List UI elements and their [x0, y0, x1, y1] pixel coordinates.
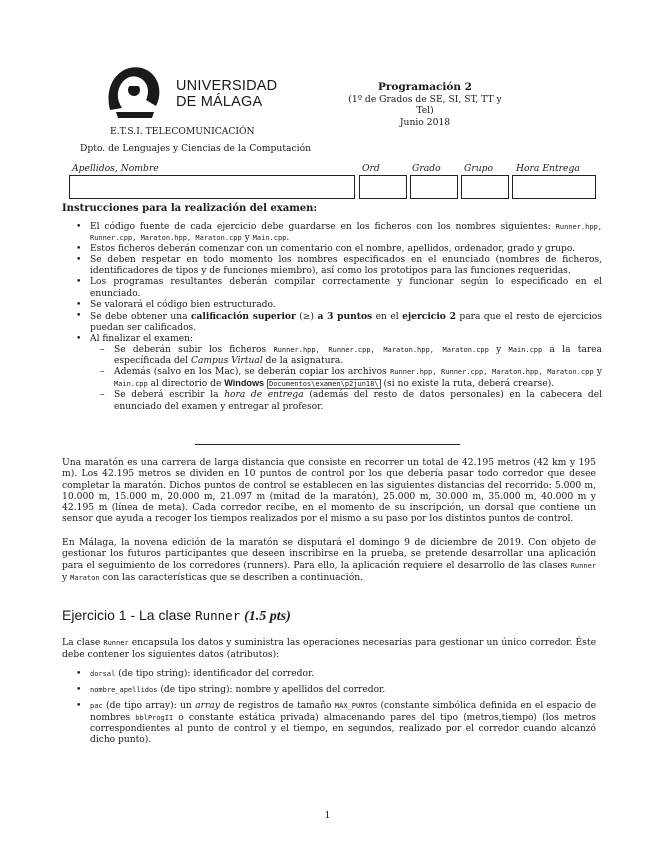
sub-list-item: – Se deberá escribir la hora de entrega (además del resto de datos personales) en la cabecera del enunciado del examen y entregar al profesor. — [100, 390, 602, 412]
context-paragraph: En Málaga, la novena edición de la maratón se disputará el domingo 9 de diciembre de 2019. Con objeto de gestionar los futuros participantes que deseen inscribirse en la prueba, se pretende desarrollar una aplicación para el seguimiento de los corredores (runners). Para ello, la aplicación requiere el desarrollo de las clases Runner y Maraton con las características que se describen a continuación. — [62, 537, 597, 583]
instructions-list — [62, 222, 602, 413]
grado-field[interactable] — [410, 175, 458, 199]
department-name: Dpto. de Lenguajes y Ciencias de la Computación — [80, 143, 312, 154]
university-line1: UNIVERSIDAD — [176, 78, 278, 94]
course-header — [345, 82, 505, 128]
exercise-1-heading: Ejercicio 1 - La clase Runner (1.5 pts) — [62, 607, 291, 624]
intro-paragraph: Una maratón es una carrera de larga distancia que consiste en recorrer un total de 42.195 metros (42 km y 195 m). Los 42.195 metros se dividen en 10 puntos de control por los que debería pasar todo corredor que desee completar la maratón. Dichos puntos de control se establecen en las siguientes distancias del recorrido: 5.000 m, 10.000 m, 15.000 m, 20.000 m, 21.097 m (mitad de la maratón), 25.000 m, 30.000 m, 35.000 m, 40.000 m y 42.195 m (línea de meta). Cada corredor recibe, en el momento de su inscripción, un dorsal que contiene un sensor que ayuda a recoger los tiempos realizados por el mismo a su paso por los distintos puntos de control. — [62, 457, 596, 525]
university-name — [176, 78, 277, 110]
hora-field[interactable] — [512, 175, 596, 199]
name-field[interactable] — [69, 175, 355, 199]
grupo-field[interactable] — [461, 175, 509, 199]
school-name: E.T.S.I. TELECOMUNICACIÓN — [110, 126, 255, 137]
attributes-list — [62, 669, 596, 751]
page-number: 1 — [324, 810, 331, 821]
list-item: • nombre_apellidos (de tipo string): nombre y apellidos del corredor. — [76, 685, 386, 696]
sub-list-item: – Además (salvo en los Mac), se deberán copiar los archivos Runner.hpp, Runner.cpp, Maraton.hpp, Maraton.cpp y Main.cpp al directorio de Windows Documentos\examen\p2jun18\ (si no existe la ruta, deberá crearse). — [100, 367, 602, 390]
list-item: • dorsal (de tipo string): identificador del corredor. — [76, 669, 315, 679]
name-label: Apellidos, Nombre — [72, 163, 159, 174]
section-divider — [195, 444, 460, 445]
exercise-1-intro: La clase Runner encapsula los datos y suministra las operaciones necesarias para gestionar un único corredor. Éste debe contener los siguientes datos (atributos): — [62, 637, 597, 661]
list-item: • Se deben respetar en todo momento los nombres especificados en el enunciado (nombres de ficheros, identificadores de tipos y de funciones miembro), así como los prototipos para las funciones requeridas. — [76, 255, 602, 277]
list-item: • pac (de tipo array): un array de registros de tamaño MAX_PUNTOS (constante simbólica definida en el espacio de nombres bblProgII o constante estática privada) almacenando pares del tipo ⟨metros,tiempo⟩ (los metros correspondientes al punto de control y el tiempo, en segundos, realizado por el corredor cuando alcanzó dicho punto). — [76, 701, 596, 746]
university-seal-icon — [102, 64, 166, 122]
instructions-title: Instrucciones para la realización del examen: — [62, 203, 318, 214]
course-title: Programación 2 — [377, 81, 472, 93]
sub-list-item: – Se deberán subir los ficheros Runner.hpp, Runner.cpp, Maraton.hpp, Maraton.cpp y Main.cpp a la tarea específicada del Campus Virtual de la asignatura. — [100, 345, 602, 367]
grupo-label: Grupo — [464, 163, 494, 174]
ord-field[interactable] — [359, 175, 407, 199]
university-line2: DE MÁLAGA — [176, 94, 263, 110]
exam-date: Junio 2018 — [399, 116, 451, 128]
hora-label: Hora Entrega — [516, 163, 580, 174]
grado-label: Grado — [412, 163, 441, 174]
list-item: • Se valorará el código bien estructurado. — [76, 299, 276, 310]
course-degrees: (1º de Grados de SE, SI, ST, TT y Tel) — [348, 93, 502, 116]
list-item: • Se debe obtener una calificación superior (≥) a 3 puntos en el ejercicio 2 para que el resto de ejercicios puedan ser calificados. — [76, 310, 602, 333]
list-item: • Estos ficheros deberán comenzar con un comentario con el nombre, apellidos, ordenador, grado y grupo. — [76, 244, 576, 255]
list-item: • Los programas resultantes deberán compilar correctamente y funcionar según lo especificado en el enunciado. — [76, 277, 602, 299]
list-item: • El código fuente de cada ejercicio debe guardarse en los ficheros con los nombres siguientes: Runner.hpp, Runner.cpp, Maraton.hpp, Maraton.cpp y Main.cpp. — [76, 222, 602, 244]
ord-label: Ord — [362, 163, 380, 174]
list-item: • Al finalizar el examen: — [76, 333, 194, 344]
